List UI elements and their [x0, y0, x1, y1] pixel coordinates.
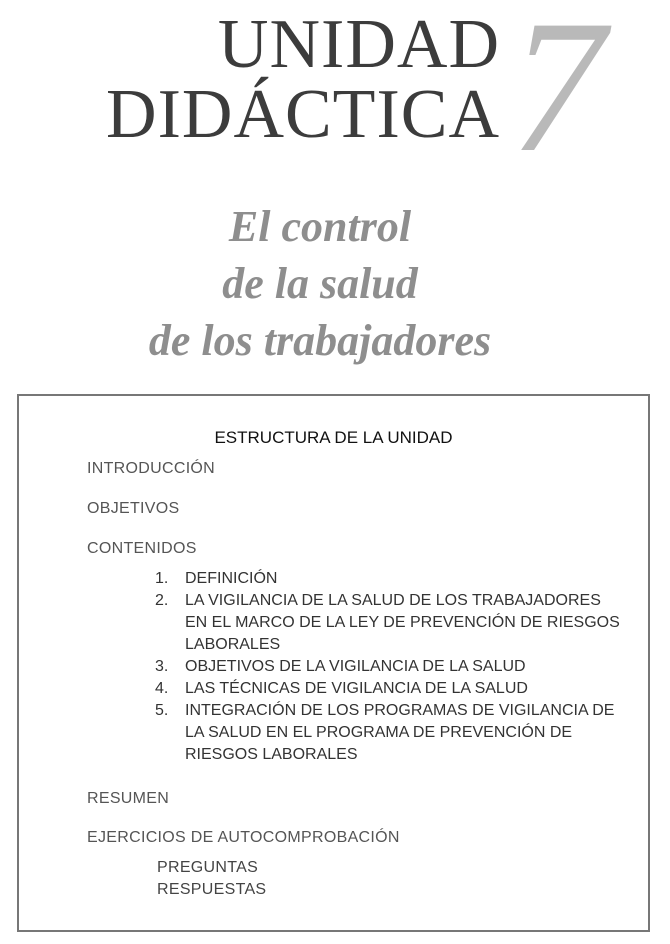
contents-item	[155, 568, 515, 590]
unit-title-line-1: UNIDAD	[217, 6, 500, 83]
contents-item-number: 2.	[155, 592, 169, 609]
section-ejercicios: EJERCICIOS DE AUTOCOMPROBACIÓN	[87, 829, 400, 846]
section-objetivos: OBJETIVOS	[87, 500, 180, 517]
ejercicios-list	[157, 857, 266, 901]
contents-item-number: 5.	[155, 702, 169, 719]
subtitle-line-2: de la salud	[222, 259, 418, 308]
contents-item-text: INTEGRACIÓN DE LOS PROGRAMAS DE VIGILANCIA DE LA SALUD EN EL PROGRAMA DE PREVENCIÓN DE RIESGOS LABORALES	[185, 702, 615, 763]
section-introduccion: INTRODUCCIÓN	[87, 460, 216, 477]
contents-item-number: 1.	[155, 570, 169, 587]
ejercicios-item-preguntas: PREGUNTAS	[157, 859, 259, 876]
ejercicios-item-respuestas: RESPUESTAS	[157, 881, 267, 898]
contents-item	[155, 656, 623, 678]
structure-title: ESTRUCTURA DE LA UNIDAD	[214, 428, 453, 447]
structure-box	[17, 394, 650, 932]
contents-item-number: 3.	[155, 658, 169, 675]
contents-item	[155, 678, 623, 700]
contents-item-text: OBJETIVOS DE LA VIGILANCIA DE LA SALUD	[185, 658, 526, 675]
contents-item	[155, 700, 623, 766]
section-resumen: RESUMEN	[87, 790, 170, 807]
contents-item-text: LA VIGILANCIA DE LA SALUD DE LOS TRABAJADORES EN EL MARCO DE LA LEY DE PREVENCIÓN DE RIESGOS LABORALES	[185, 592, 620, 653]
section-contenidos: CONTENIDOS	[87, 540, 197, 557]
unit-title	[0, 6, 500, 153]
subtitle-line-3: de los trabajadores	[148, 316, 492, 365]
subtitle-line-1: El control	[228, 202, 412, 251]
contents-item-number: 4.	[155, 680, 169, 697]
contents-list	[155, 568, 623, 766]
contents-item-text: DEFINICIÓN	[185, 570, 278, 587]
unit-title-line-2: DIDÁCTICA	[106, 76, 500, 153]
contents-item-text: LAS TÉCNICAS DE VIGILANCIA DE LA SALUD	[185, 680, 528, 697]
contents-item	[155, 590, 623, 656]
unit-number: 7	[510, 0, 605, 192]
unit-subtitle	[70, 198, 570, 369]
